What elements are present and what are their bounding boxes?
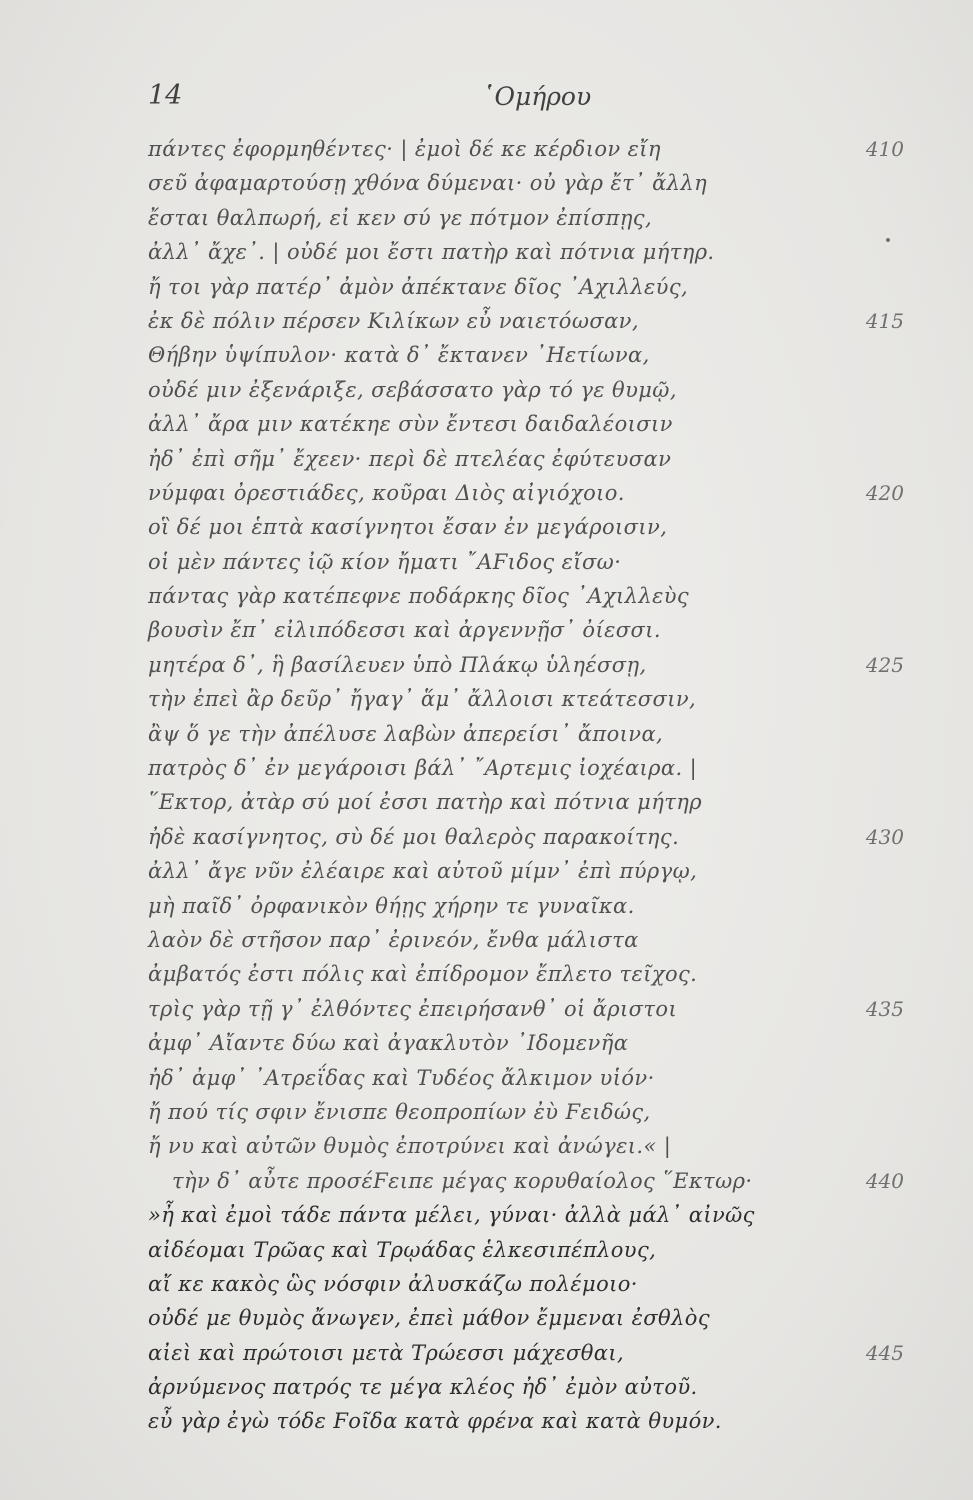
verse-text: ἀλλ᾽ ἄγε νῦν ἐλέαιρε καὶ αὐτοῦ μίμν᾽ ἐπὶ πύργῳ, [148, 859, 698, 884]
verse-text: αἰδέομαι Τρῶας καὶ Τρῳάδας ἑλκεσιπέπλους, [148, 1237, 657, 1262]
verse-text: πάντες ἐφορμηθέντες· | ἐμοὶ δέ κε κέρδιον εἴη [148, 137, 661, 161]
verse-text: ῞Εκτορ, ἀτὰρ σύ μοί ἐσσι πατὴρ καὶ πότνια μήτηρ [148, 790, 702, 815]
line-number: 425 [865, 652, 904, 677]
verse-line [130, 579, 910, 613]
line-number: 430 [865, 824, 904, 849]
verse-line [130, 1301, 910, 1335]
verse-text: τὴν δ᾽ αὖτε προσέϜειπε μέγας κορυθαίολος ῞Εκτωρ· [172, 1168, 753, 1193]
verse-line [130, 373, 910, 407]
verse-line [130, 785, 910, 819]
line-number: 410 [865, 137, 904, 161]
verse-line [130, 1095, 910, 1129]
verse-text: νύμφαι ὀρεστιάδες, κοῦραι Διὸς αἰγιόχοιο. [148, 480, 625, 505]
verse-line [130, 407, 910, 441]
verse-line [130, 510, 910, 544]
verse-line [130, 1233, 910, 1267]
verse-text: μὴ παῖδ᾽ ὀρφανικὸν θήῃς χήρην τε γυναῖκα. [148, 893, 635, 918]
verse-text: ἤ νυ καὶ αὐτῶν θυμὸς ἐποτρύνει καὶ ἀνώγει.« | [148, 1134, 672, 1159]
verse-line [130, 1164, 910, 1198]
line-number: 415 [865, 308, 904, 333]
verse-text: οὐδέ με θυμὸς ἄνωγεν, ἐπεὶ μάθον ἔμμεναι ἐσθλὸς [148, 1306, 710, 1331]
verse-line [130, 682, 910, 716]
verse-text: ἠδ᾽ ἀμφ᾽ ᾽Ατρεΐδας καὶ Τυδέος ἄλκιμον υἱόν· [148, 1065, 655, 1090]
verse-block [130, 132, 910, 1439]
verse-line [130, 854, 910, 888]
verse-text: ἠδὲ κασίγνητος, σὺ δέ μοι θαλερὸς παρακοίτης. [148, 824, 680, 849]
verse-text: ἀμβατός ἐστι πόλις καὶ ἐπίδρομον ἔπλετο τεῖχος. [148, 962, 698, 987]
verse-line [130, 476, 910, 510]
verse-line [130, 338, 910, 372]
line-number: 445 [865, 1340, 904, 1365]
verse-text: Θήβην ὑψίπυλον· κατὰ δ᾽ ἔκτανεν ᾽Ηετίωνα, [148, 343, 650, 368]
verse-text: βουσὶν ἔπ᾽ εἰλιπόδεσσι καὶ ἀργεννῇσ᾽ ὀίεσσι. [148, 618, 661, 643]
verse-line [130, 957, 910, 991]
verse-line [130, 235, 910, 269]
verse-text: εὖ γὰρ ἐγὼ τόδε Ϝοῖδα κατὰ φρένα καὶ κατὰ θυμόν. [148, 1409, 722, 1434]
verse-line [130, 1370, 910, 1404]
line-number: 435 [865, 996, 904, 1021]
verse-text: ἀρνύμενος πατρός τε μέγα κλέος ἠδ᾽ ἐμὸν αὐτοῦ. [148, 1375, 698, 1400]
page-number: 14 [148, 80, 183, 111]
verse-line [130, 717, 910, 751]
line-number: 440 [865, 1168, 904, 1193]
verse-line [130, 442, 910, 476]
verse-line [130, 166, 910, 200]
running-head: ῾Ομήρου [482, 82, 592, 111]
verse-text: οἳ δέ μοι ἑπτὰ κασίγνητοι ἔσαν ἐν μεγάροισιν, [148, 515, 668, 540]
verse-line [130, 889, 910, 923]
verse-line [130, 270, 910, 304]
verse-text: μητέρα δ᾽, ἣ βασίλευεν ὑπὸ Πλάκῳ ὑληέσσῃ, [148, 652, 647, 677]
verse-text: ἀλλ᾽ ἄρα μιν κατέκηε σὺν ἔντεσι δαιδαλέοισιν [148, 412, 673, 437]
verse-text: ἔσται θαλπωρή, εἰ κεν σύ γε πότμον ἐπίσπῃς, [148, 205, 653, 230]
verse-text: τρὶς γὰρ τῇ γ᾽ ἐλθόντες ἐπειρήσανθ᾽ οἱ ἄριστοι [148, 996, 678, 1021]
verse-text: ἀλλ᾽ ἄχε᾽. | οὐδέ μοι ἔστι πατὴρ καὶ πότνια μήτηρ. [148, 240, 715, 265]
verse-line [130, 1267, 910, 1301]
verse-text: σεῦ ἀφαμαρτούσῃ χθόνα δύμεναι· οὐ γὰρ ἔτ᾽ ἄλλη [148, 171, 708, 196]
verse-text: ἀμφ᾽ Αἴαντε δύω καὶ ἀγακλυτὸν ᾽Ιδομενῆα [148, 1031, 629, 1056]
line-number: 420 [865, 480, 904, 505]
verse-line [130, 545, 910, 579]
verse-line [130, 923, 910, 957]
verse-line [130, 613, 910, 647]
verse-line [130, 1026, 910, 1060]
verse-text: αἴ κε κακὸς ὣς νόσφιν ἀλυσκάζω πολέμοιο· [148, 1271, 638, 1296]
verse-text: οὐδέ μιν ἐξενάριξε, σεβάσσατο γὰρ τό γε θυμῷ, [148, 377, 677, 402]
verse-line [130, 992, 910, 1026]
verse-text: πάντας γὰρ κατέπεφνε ποδάρκης δῖος ᾽Αχιλλεὺς [148, 584, 690, 609]
verse-text: »ἦ καὶ ἐμοὶ τάδε πάντα μέλει, γύναι· ἀλλὰ μάλ᾽ αἰνῶς [148, 1203, 755, 1228]
verse-line [130, 304, 910, 338]
verse-text: λαὸν δὲ στῆσον παρ᾽ ἐρινεόν, ἔνθα μάλιστα [148, 927, 639, 952]
verse-line [130, 820, 910, 854]
verse-text: ἐκ δὲ πόλιν πέρσεν Κιλίκων εὖ ναιετόωσαν, [148, 308, 639, 333]
verse-text: αἰεὶ καὶ πρώτοισι μετὰ Τρώεσσι μάχεσθαι, [148, 1340, 625, 1365]
verse-line [130, 1129, 910, 1163]
verse-text: τὴν ἐπεὶ ἂρ δεῦρ᾽ ἤγαγ᾽ ἅμ᾽ ἄλλοισι κτεάτεσσιν, [148, 687, 697, 712]
verse-text: ἤ πού τίς σφιν ἔνισπε θεοπροπίων ἐὺ Ϝειδώς, [148, 1099, 651, 1124]
verse-line [130, 1061, 910, 1095]
verse-text: ἤ τοι γὰρ πατέρ᾽ ἀμὸν ἀπέκτανε δῖος ᾽Αχιλλεύς, [148, 274, 689, 299]
verse-text: ἂψ ὅ γε τὴν ἀπέλυσε λαβὼν ἀπερείσι᾽ ἄποινα, [148, 721, 664, 746]
verse-text: οἱ μὲν πάντες ἰῷ κίον ἤματι ῎ΑϜιδος εἴσω· [148, 549, 622, 574]
verse-line [130, 1336, 910, 1370]
verse-line [130, 132, 910, 166]
verse-line [130, 751, 910, 785]
verse-line [130, 1198, 910, 1232]
verse-text: ἠδ᾽ ἐπὶ σῆμ᾽ ἔχεεν· περὶ δὲ πτελέας ἐφύτευσαν [148, 446, 672, 471]
verse-line [130, 648, 910, 682]
verse-line [130, 1404, 910, 1438]
verse-text: πατρὸς δ᾽ ἐν μεγάροισι βάλ᾽ ῎Αρτεμις ἰοχέαιρα. | [148, 756, 698, 781]
verse-line [130, 201, 910, 235]
